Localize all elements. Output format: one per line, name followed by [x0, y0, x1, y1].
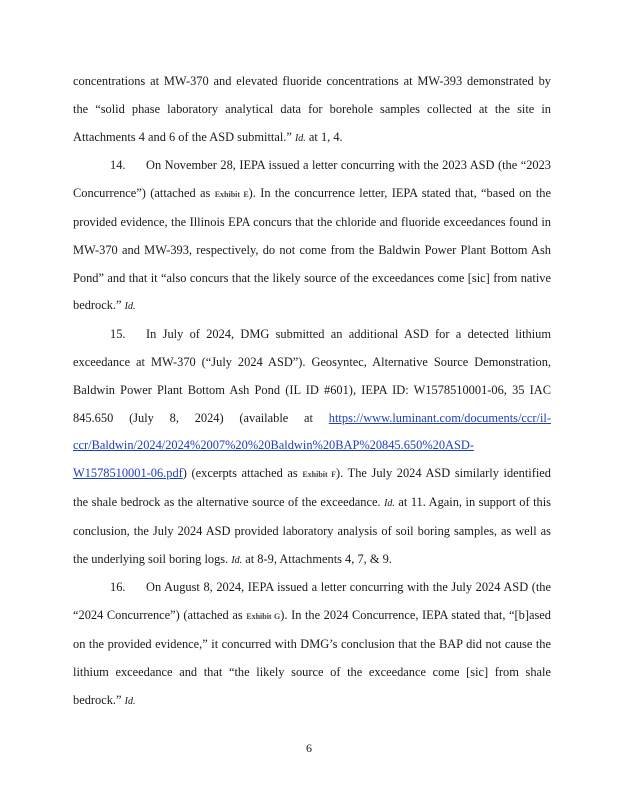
paragraph-number: 14. [110, 158, 126, 173]
paragraph-14 [73, 152, 551, 321]
paragraph-number: 15. [110, 327, 126, 342]
paragraph-text: ). The July 2024 ASD similarly identified the shale bedrock as the alternative source of the exceedance. [73, 466, 551, 509]
paragraph-text: at 8-9, Attachments 4, 7, & 9. [242, 551, 392, 566]
paragraph-text: at 11. Again, in support of this conclusion, the July 2024 ASD provided laboratory analysis of soil boring samples, as well as the underlying soil boring logs. [73, 494, 551, 566]
exhibit-reference: Exhibit G [246, 612, 281, 622]
citation-id: Id. [384, 497, 395, 509]
citation-id: Id. [231, 554, 243, 566]
body-text [73, 68, 551, 715]
paragraph-text: concentrations at MW-370 and elevated fluoride concentrations at MW-393 demonstrated by the “solid phase laboratory analytical data for borehole samples collected at the site in Attachments 4 and 6 of the ASD submittal.” [73, 74, 551, 144]
paragraph-text: In July of 2024, DMG submitted an additional ASD for a detected lithium exceedance at MW-370 (“July 2024 ASD”). Geosyntec, Alternative Source Demonstration, Baldwin Power Plant Bottom Ash Pond (IL ID #601), IEPA ID: W1578510001-06, 35 IAC 845.650 (July 8, 2024) (available at [73, 327, 551, 425]
exhibit-reference: Exhibit F [302, 470, 337, 480]
citation-id: Id. [124, 301, 136, 313]
paragraph-16 [73, 574, 551, 715]
paragraph-text: ). In the concurrence letter, IEPA stated that, “based on the provided evidence, the Illinois EPA concurs that the chloride and fluoride exceedances found in MW-370 and MW-393, respectively, do not come from the Baldwin Power Plant Bottom Ash Pond” and that it “also concurs that the likely source of the exceedances come [sic] from native bedrock.” [73, 186, 551, 313]
exhibit-reference: Exhibit E [214, 190, 249, 200]
citation-id: Id. [294, 132, 306, 144]
paragraph-text: at 1, 4. [305, 129, 343, 144]
paragraph-continuation [73, 68, 551, 152]
paragraph-text: On August 8, 2024, IEPA issued a letter concurring with the July 2024 ASD (the “2024 Concurrence”) (attached as [73, 580, 551, 623]
asd-url-link[interactable]: https://www.luminant.com/documents/ccr/il-ccr/Baldwin/2024/2024%2007%20%20Baldwin%20BAP%20845.650%20ASD-W1578510001-06.pdf [73, 410, 551, 481]
paragraph-number: 16. [110, 580, 126, 595]
paragraph-text: On November 28, IEPA issued a letter concurring with the 2023 ASD (the “2023 Concurrence”) (attached as [73, 158, 551, 201]
page-number: 6 [306, 741, 312, 755]
paragraph-15 [73, 321, 551, 574]
paragraph-text: ). In the 2024 Concurrence, IEPA stated that, “[b]ased on the provided evidence,” it concurred with DMG’s conclusion that the BAP did not cause the lithium exceedance and that “the likely source of the exceedance come [sic] from shale bedrock.” [73, 608, 551, 707]
citation-id: Id. [124, 695, 136, 707]
paragraph-text: ) (excerpts attached as [182, 466, 303, 481]
